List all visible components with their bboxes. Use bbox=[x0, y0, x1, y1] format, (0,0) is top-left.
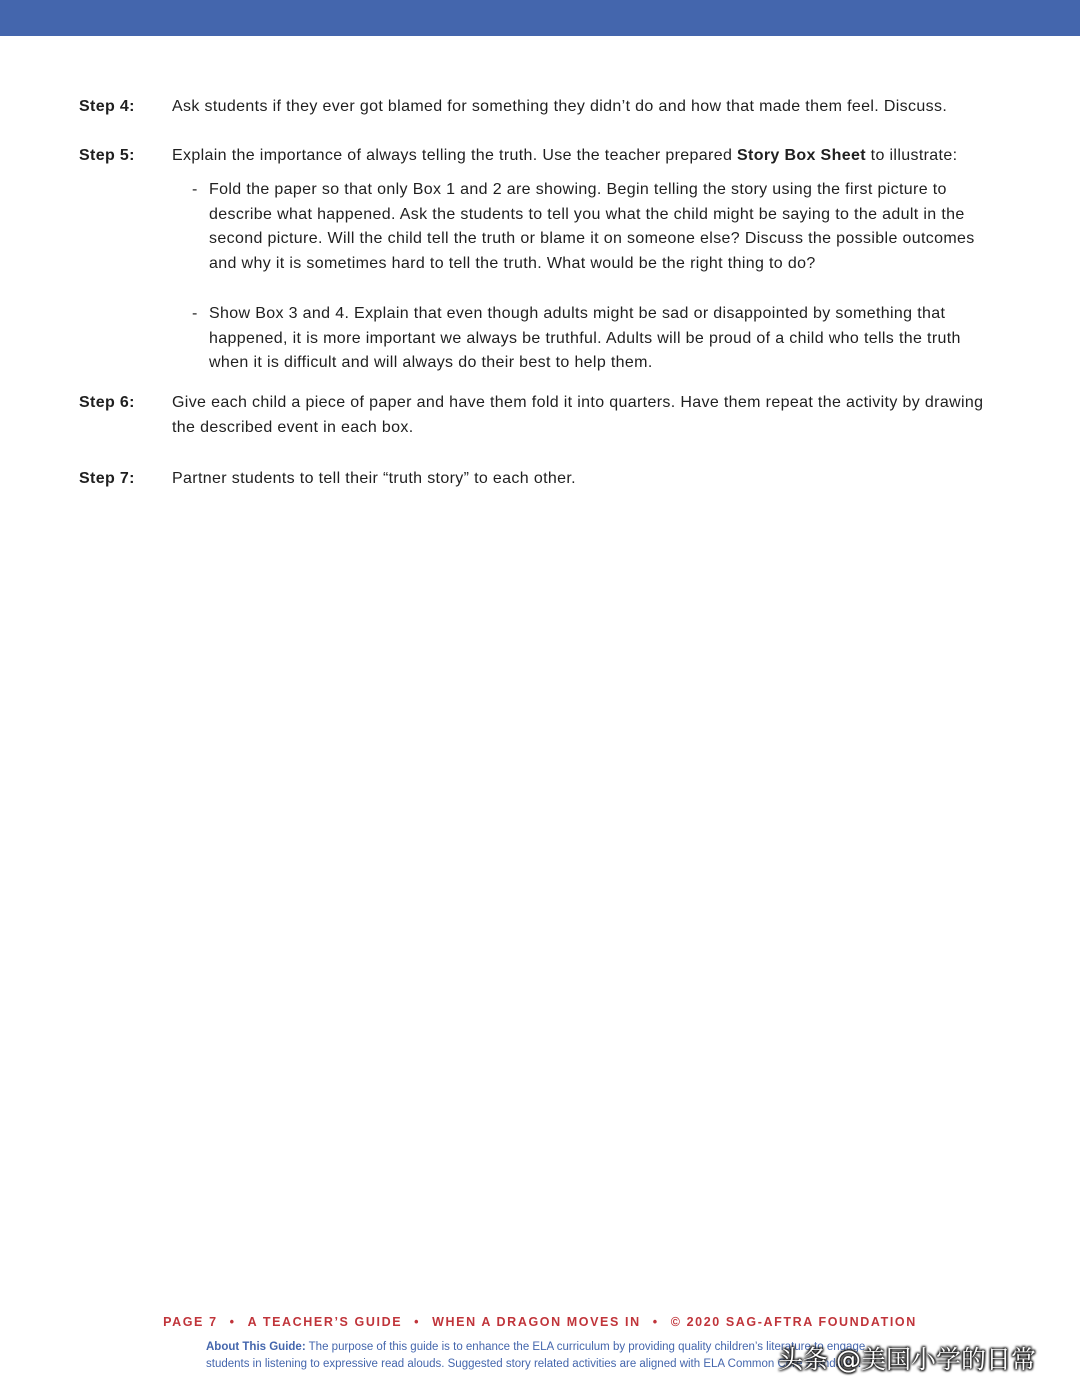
step-text bbox=[172, 143, 994, 168]
story-box-sheet-term: Story Box Sheet bbox=[737, 147, 866, 164]
bullet-text: Fold the paper so that only Box 1 and 2 are showing. Begin telling the story using the first picture to describe what happened. Ask the students to tell you what the child might be saying to the adult in the second picture. Will the child tell the truth or blame it on someone else? Discuss the possible outcomes and why it is sometimes hard to tell the truth. What would be the right thing to do? bbox=[209, 181, 975, 273]
step-4 bbox=[79, 94, 994, 119]
separator-dot: • bbox=[414, 1315, 421, 1329]
bullet-text: Show Box 3 and 4. Explain that even though adults might be sad or disappointed by something that happened, it is more important we always be truthful. Adults will be proud of a child who tells the truth when it is difficult and will always do their best to help them. bbox=[209, 305, 961, 372]
step-text: Ask students if they ever got blamed for something they didn’t do and how that made them feel. Discuss. bbox=[172, 98, 948, 115]
about-text-1: The purpose of this guide is to enhance the ELA curriculum by providing quality children’s literature to engage bbox=[308, 1341, 866, 1353]
step-6 bbox=[79, 390, 994, 440]
step-text-part: Explain the importance of always telling the truth. Use the teacher prepared bbox=[172, 147, 738, 164]
step-7 bbox=[79, 466, 994, 491]
bullet-dash: - bbox=[192, 305, 198, 322]
step-label: Step 5: bbox=[79, 147, 135, 164]
step-text: Give each child a piece of paper and have them fold it into quarters. Have them repeat the activity by drawing the described event in each box. bbox=[172, 394, 984, 436]
step-5 bbox=[79, 143, 994, 168]
step-text: Partner students to tell their “truth story” to each other. bbox=[172, 470, 576, 487]
separator-dot: • bbox=[229, 1315, 236, 1329]
step-label: Step 6: bbox=[79, 394, 135, 411]
copyright: © 2020 SAG-AFTRA FOUNDATION bbox=[670, 1315, 917, 1329]
watermark: 头条 @美国小学的日常 bbox=[778, 1345, 1036, 1374]
about-label: About This Guide: bbox=[206, 1341, 306, 1353]
step-5-bullet-1 bbox=[192, 178, 1002, 277]
step-text-part: to illustrate: bbox=[865, 147, 958, 164]
page-number: PAGE 7 bbox=[163, 1315, 218, 1329]
separator-dot: • bbox=[652, 1315, 659, 1329]
footer-title-line bbox=[0, 1315, 1080, 1329]
bullet-dash: - bbox=[192, 181, 198, 198]
step-label: Step 4: bbox=[79, 98, 135, 115]
step-5-bullet-2 bbox=[192, 302, 1002, 376]
step-label: Step 7: bbox=[79, 470, 135, 487]
about-line-2: students in listening to expressive read alouds. Suggested story related activities are aligned with ELA Common Core Standards. bbox=[206, 1358, 862, 1370]
top-banner bbox=[0, 0, 1080, 36]
book-title: WHEN A DRAGON MOVES IN bbox=[432, 1315, 641, 1329]
guide-title: A TEACHER’S GUIDE bbox=[247, 1315, 403, 1329]
